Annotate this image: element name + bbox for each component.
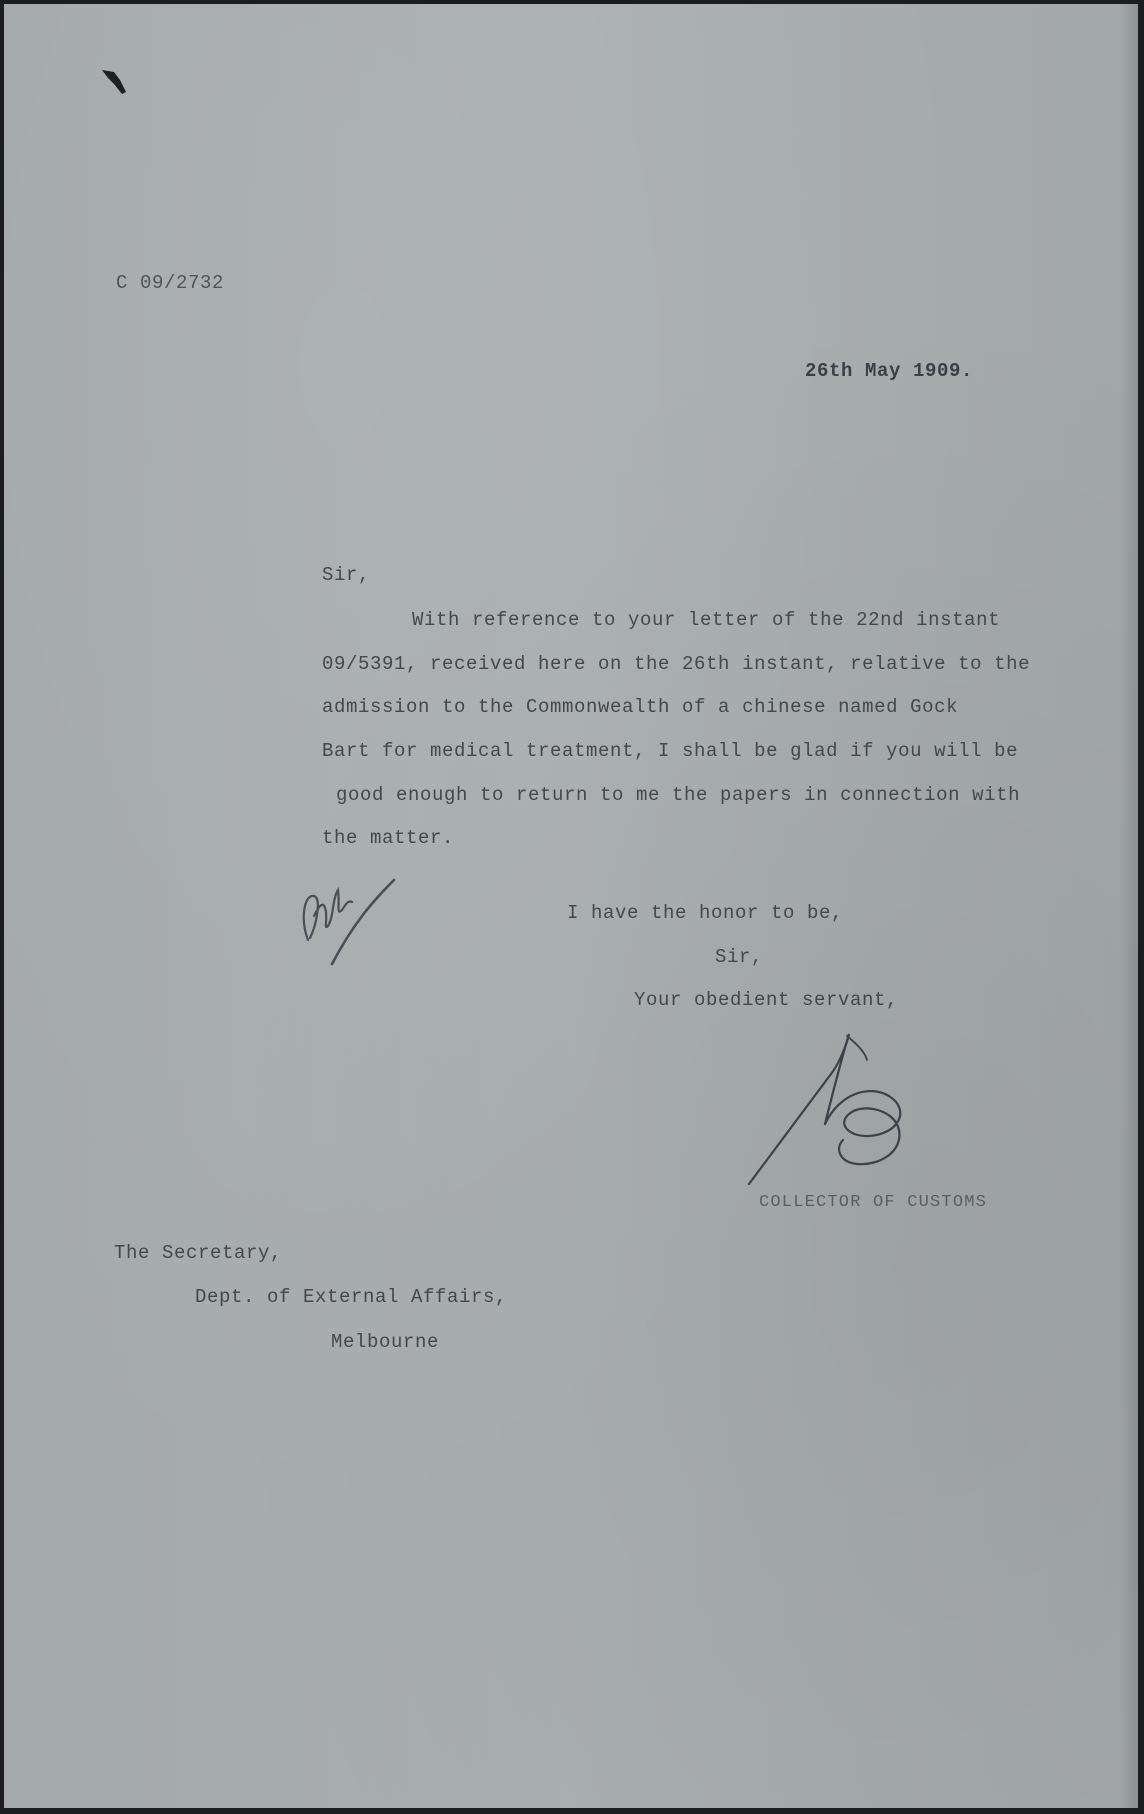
closing-line-1: I have the honor to be, <box>567 902 844 924</box>
addressee-line-3: Melbourne <box>331 1331 440 1353</box>
salutation: Sir, <box>322 564 371 586</box>
page-edge-shadow <box>1120 4 1138 1808</box>
body-line-4: Bart for medical treatment, I shall be glad if you will be <box>322 740 1019 762</box>
handwritten-signature <box>739 1024 939 1204</box>
letter-date: 26th May 1909. <box>805 360 974 382</box>
file-reference: C 09/2732 <box>116 272 225 294</box>
addressee-line-1: The Secretary, <box>114 1242 283 1264</box>
closing-line-2: Sir, <box>715 946 764 968</box>
addressee-line-2: Dept. of External Affairs, <box>195 1286 508 1308</box>
body-line-1: With reference to your letter of the 22nd instant <box>412 609 1001 631</box>
body-line-5: good enough to return to me the papers in connection with <box>336 784 1021 806</box>
body-line-3: admission to the Commonwealth of a chinese named Gock <box>322 696 959 718</box>
body-line-6: the matter. <box>322 827 455 849</box>
closing-line-3: Your obedient servant, <box>634 989 899 1011</box>
signatory-title: COLLECTOR OF CUSTOMS <box>759 1193 988 1212</box>
body-line-2: 09/5391, received here on the 26th instant, relative to the <box>322 653 1031 675</box>
ink-blot-mark <box>100 66 134 100</box>
letter-page <box>4 4 1138 1808</box>
handwritten-initials <box>294 860 404 970</box>
